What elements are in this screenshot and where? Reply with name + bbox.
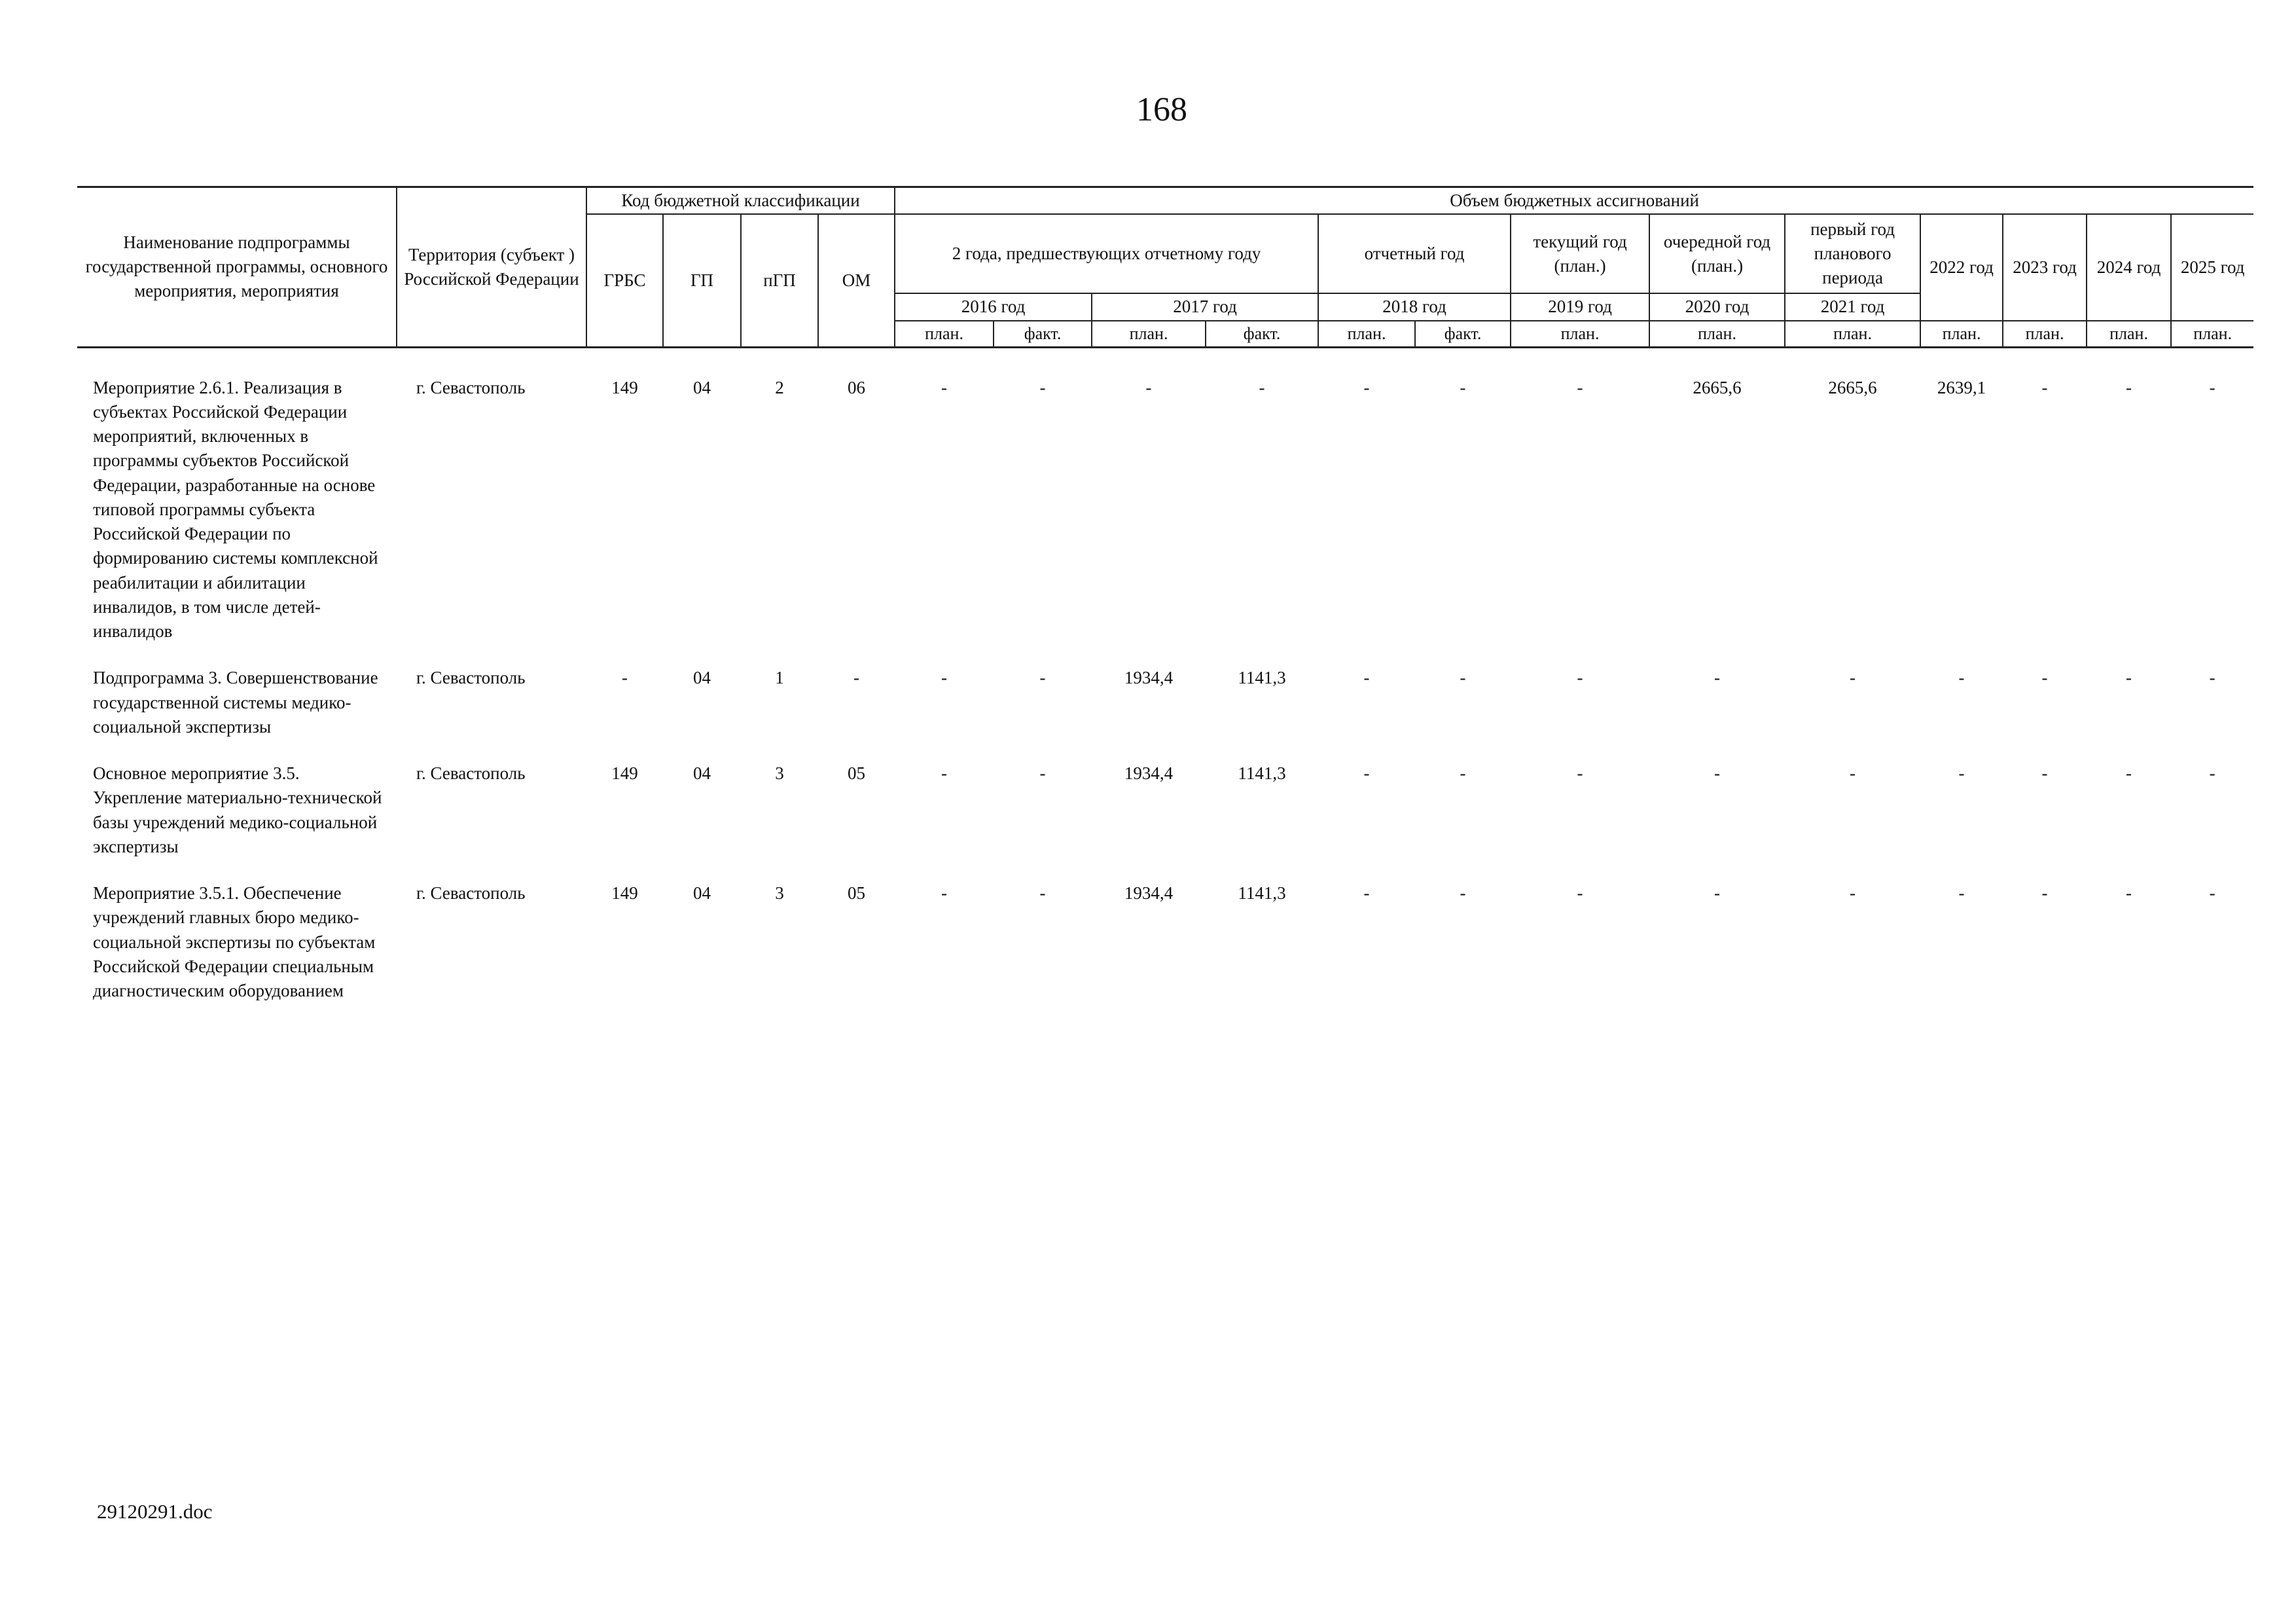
row-2023: - [2041,763,2048,783]
row-2018-fact: - [1460,763,1466,783]
header-first-plan-year: первый год планового периода [1785,214,1920,293]
header-2024-plan: план. [2087,321,2171,348]
header-2016-fact: факт. [994,321,1092,348]
row-2022: - [1958,763,1965,783]
header-next-year: очередной год (план.) [1649,214,1785,293]
row-2020: - [1714,763,1721,783]
row-name: Подпрограмма 3. Совершенствование государственной системы медико-социальной экспертизы [93,668,378,737]
row-2016-fact: - [1039,668,1046,688]
table-row [77,376,2253,666]
header-year-2024: 2024 год [2087,214,2171,320]
row-2017-fact: 1141,3 [1238,763,1286,783]
header-budget-group: Объем бюджетных ассигнований [895,187,2253,215]
row-2025: - [2209,763,2215,783]
table-row [77,761,2253,881]
row-2025: - [2209,668,2215,688]
row-2016-fact: - [1039,883,1046,903]
row-pgp: 3 [775,763,784,783]
row-om: 05 [848,763,866,783]
header-year-2017: 2017 год [1092,293,1318,320]
row-pgp: 3 [775,883,784,903]
header-pgp: пГП [741,214,818,347]
row-pgp: 2 [775,377,784,397]
row-2024: - [2126,377,2132,397]
row-2024: - [2126,763,2132,783]
row-2017-fact: 1141,3 [1238,668,1286,688]
row-2017-plan: 1934,4 [1124,668,1174,688]
header-2021-plan: план. [1785,321,1920,348]
header-year-2016: 2016 год [895,293,1092,320]
row-territory: г. Севастополь [416,377,526,397]
header-year-2019: 2019 год [1511,293,1649,320]
row-pgp: 1 [775,668,784,688]
header-year-2021: 2021 год [1785,293,1920,320]
budget-allocation-table [77,186,2253,1025]
row-gp: 04 [693,763,711,783]
row-2016-plan: - [941,763,948,783]
header-year-2020: 2020 год [1649,293,1785,320]
row-2017-fact: - [1259,377,1265,397]
header-year-2018: 2018 год [1318,293,1511,320]
row-2016-fact: - [1039,377,1046,397]
row-2025: - [2209,377,2215,397]
row-2025: - [2209,883,2215,903]
table-row [77,666,2253,761]
row-2018-fact: - [1460,883,1466,903]
header-2025-plan: план. [2171,321,2253,348]
header-2017-fact: факт. [1206,321,1318,348]
row-2016-plan: - [941,668,948,688]
row-2021: - [1850,668,1856,688]
row-2016-fact: - [1039,763,1046,783]
header-year-2023: 2023 год [2003,214,2087,320]
row-territory: г. Севастополь [416,883,526,903]
header-2018-plan: план. [1318,321,1415,348]
header-two-years: 2 года, предшествующих отчетному году [895,214,1318,293]
row-grbs: 149 [611,883,638,903]
header-2019-plan: план. [1511,321,1649,348]
row-2022: - [1958,668,1965,688]
row-2018-fact: - [1460,377,1466,397]
row-2018-plan: - [1363,668,1370,688]
row-2019: - [1577,668,1583,688]
header-year-2025: 2025 год [2171,214,2253,320]
row-grbs: - [622,668,628,688]
row-2020: - [1714,883,1721,903]
row-2023: - [2041,668,2048,688]
page-number: 168 [1136,91,1187,128]
header-2016-plan: план. [895,321,994,348]
row-name: Мероприятие 2.6.1. Реализация в субъектах Российской Федерации мероприятий, включенных в программы субъектов Российской Федерации, разработанные на основе типовой программы субъекта Российской Федерации по формированию системы комплексной реабилитации и абилитации инвалидов, в том числе детей-инвалидов [93,377,378,641]
row-2022: - [1958,883,1965,903]
row-om: 05 [848,883,866,903]
header-2023-plan: план. [2003,321,2087,348]
row-gp: 04 [693,668,711,688]
row-2022: 2639,1 [1937,377,1986,397]
header-gp: ГП [663,214,741,347]
row-name: Мероприятие 3.5.1. Обеспечение учреждений главных бюро медико-социальной экспертизы по субъектам Российской Федерации специальным диагностическим оборудованием [93,883,376,1000]
row-grbs: 149 [611,377,638,397]
header-grbs: ГРБС [586,214,663,347]
row-2024: - [2126,883,2132,903]
header-name: Наименование подпрограммы государственной программы, основного мероприятия, мероприятия [77,187,397,348]
row-2016-plan: - [941,883,948,903]
row-om: 06 [848,377,866,397]
row-2018-fact: - [1460,668,1466,688]
row-2021: - [1850,763,1856,783]
table-row [77,881,2253,1025]
header-territory: Территория (субъект ) Российской Федерации [397,187,586,348]
row-gp: 04 [693,883,711,903]
row-2023: - [2041,883,2048,903]
row-2024: - [2126,668,2132,688]
header-2020-plan: план. [1649,321,1785,348]
header-2018-fact: факт. [1415,321,1511,348]
header-current-year: текущий год (план.) [1511,214,1649,293]
document-filename: 29120291.doc [97,1500,213,1523]
row-2019: - [1577,763,1583,783]
row-2018-plan: - [1363,377,1370,397]
header-2017-plan: план. [1092,321,1206,348]
row-territory: г. Севастополь [416,668,526,688]
row-2017-fact: 1141,3 [1238,883,1286,903]
header-2022-plan: план. [1920,321,2003,348]
row-grbs: 149 [611,763,638,783]
header-kbk-group: Код бюджетной классификации [586,187,895,215]
row-2017-plan: 1934,4 [1124,763,1174,783]
row-2019: - [1577,883,1583,903]
row-2023: - [2041,377,2048,397]
header-om: ОМ [818,214,895,347]
row-territory: г. Севастополь [416,763,526,783]
row-om: - [853,668,860,688]
row-name: Основное мероприятие 3.5. Укрепление материально-технической базы учреждений медико-социальной экспертизы [93,763,382,856]
row-2018-plan: - [1363,763,1370,783]
row-2021: 2665,6 [1828,377,1877,397]
header-reporting-year: отчетный год [1318,214,1511,293]
row-2018-plan: - [1363,883,1370,903]
row-2020: 2665,6 [1693,377,1742,397]
header-year-2022: 2022 год [1920,214,2003,320]
row-2019: - [1577,377,1583,397]
row-2017-plan: 1934,4 [1124,883,1174,903]
row-2021: - [1850,883,1856,903]
row-gp: 04 [693,377,711,397]
row-2017-plan: - [1145,377,1152,397]
row-2020: - [1714,668,1721,688]
row-2016-plan: - [941,377,948,397]
